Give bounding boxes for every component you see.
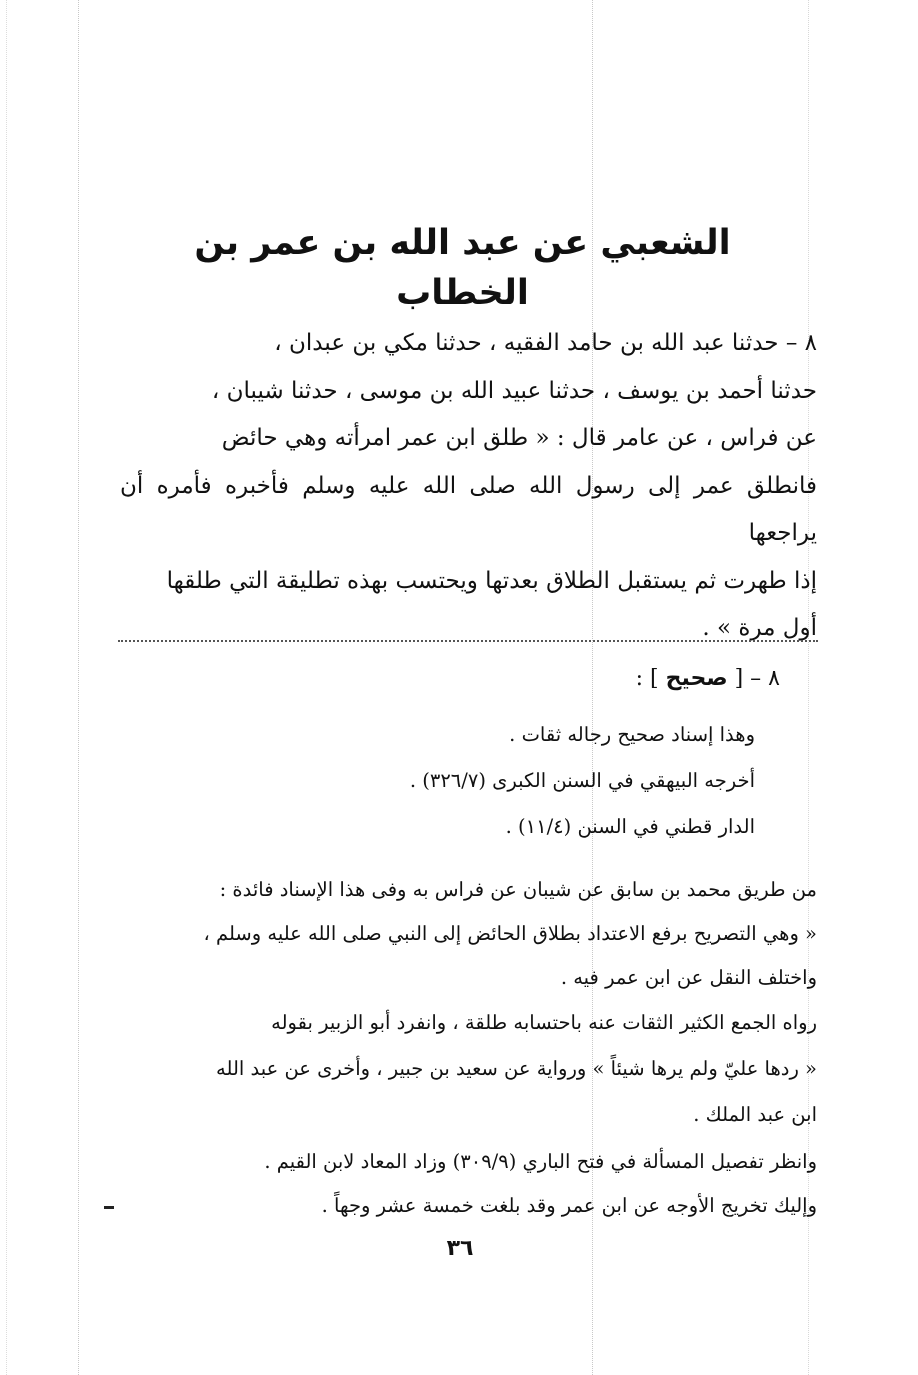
footnote-line: الدار قطني في السنن (١١/٤) .: [505, 815, 755, 838]
footnote-separator: [118, 640, 818, 642]
bracket-close: ] :: [635, 666, 659, 691]
footnote-paragraph: [360, 712, 755, 850]
footnote-line: وانظر تفصيل المسألة في فتح الباري (٣٠٩/٩) وزاد المعاد لابن القيم .: [264, 1150, 817, 1173]
footnote-paragraph: [112, 868, 817, 1000]
hadith-line: أول مرة » .: [702, 615, 817, 641]
hadith-line: فانطلق عمر إلى رسول الله صلى الله عليه وسلم فأخبره فأمره أن يراجعها: [120, 472, 817, 546]
footnote-paragraph: [112, 1000, 817, 1138]
footnote-number: ٨ –: [750, 666, 780, 691]
footnote-line: « وهي التصريح برفع الاعتداد بطلاق الحائض إلى النبي صلى الله عليه وسلم ،: [203, 922, 817, 945]
footnote-line: ابن عبد الملك .: [693, 1103, 817, 1126]
hadith-line: حدثنا أحمد بن يوسف ، حدثنا عبيد الله بن موسى ، حدثنا شيبان ،: [211, 377, 817, 404]
scan-guide-line: [6, 0, 7, 1375]
footnote-line: من طريق محمد بن سابق عن شيبان عن فراس به وفى هذا الإسناد فائدة :: [219, 878, 817, 901]
hadith-line: ٨ – حدثنا عبد الله بن حامد الفقيه ، حدثنا مكي بن عبدان ،: [274, 330, 817, 356]
grade-line: [480, 662, 780, 696]
footnote-line: واختلف النقل عن ابن عمر فيه .: [560, 966, 817, 989]
footnote-line: وإليك تخريج الأوجه عن ابن عمر وقد بلغت خمسة عشر وجهاً .: [321, 1194, 817, 1217]
footnote-line: وهذا إسناد صحيح رجاله ثقات .: [509, 723, 755, 746]
chapter-heading: الشعبي عن عبد الله بن عمر بن الخطاب: [194, 223, 731, 313]
scan-guide-line: [78, 0, 79, 1375]
footnote-paragraph: [112, 1140, 817, 1228]
hadith-text: [120, 320, 817, 653]
footnote-line: رواه الجمع الكثير الثقات عنه باحتسابه طلقة ، وانفرد أبو الزبير بقوله: [271, 1011, 817, 1034]
hadith-line: إذا طهرت ثم يستقبل الطلاق بعدتها ويحتسب بهذه تطليقة التي طلقها: [166, 567, 817, 594]
page-number: ٣٦: [446, 1236, 474, 1261]
scan-mark: [104, 1206, 114, 1209]
footnote-line: أخرجه البيهقي في السنن الكبرى (٣٢٦/٧) .: [409, 769, 755, 792]
bracket-open: [: [734, 666, 744, 691]
grade-label: صحيح: [665, 666, 728, 691]
footnote-line: « ردها عليّ ولم يرها شيئاً » ورواية عن سعيد بن جبير ، وأخرى عن عبد الله: [216, 1057, 817, 1080]
hadith-line: عن فراس ، عن عامر قال : « طلق ابن عمر امرأته وهي حائض: [221, 425, 817, 451]
